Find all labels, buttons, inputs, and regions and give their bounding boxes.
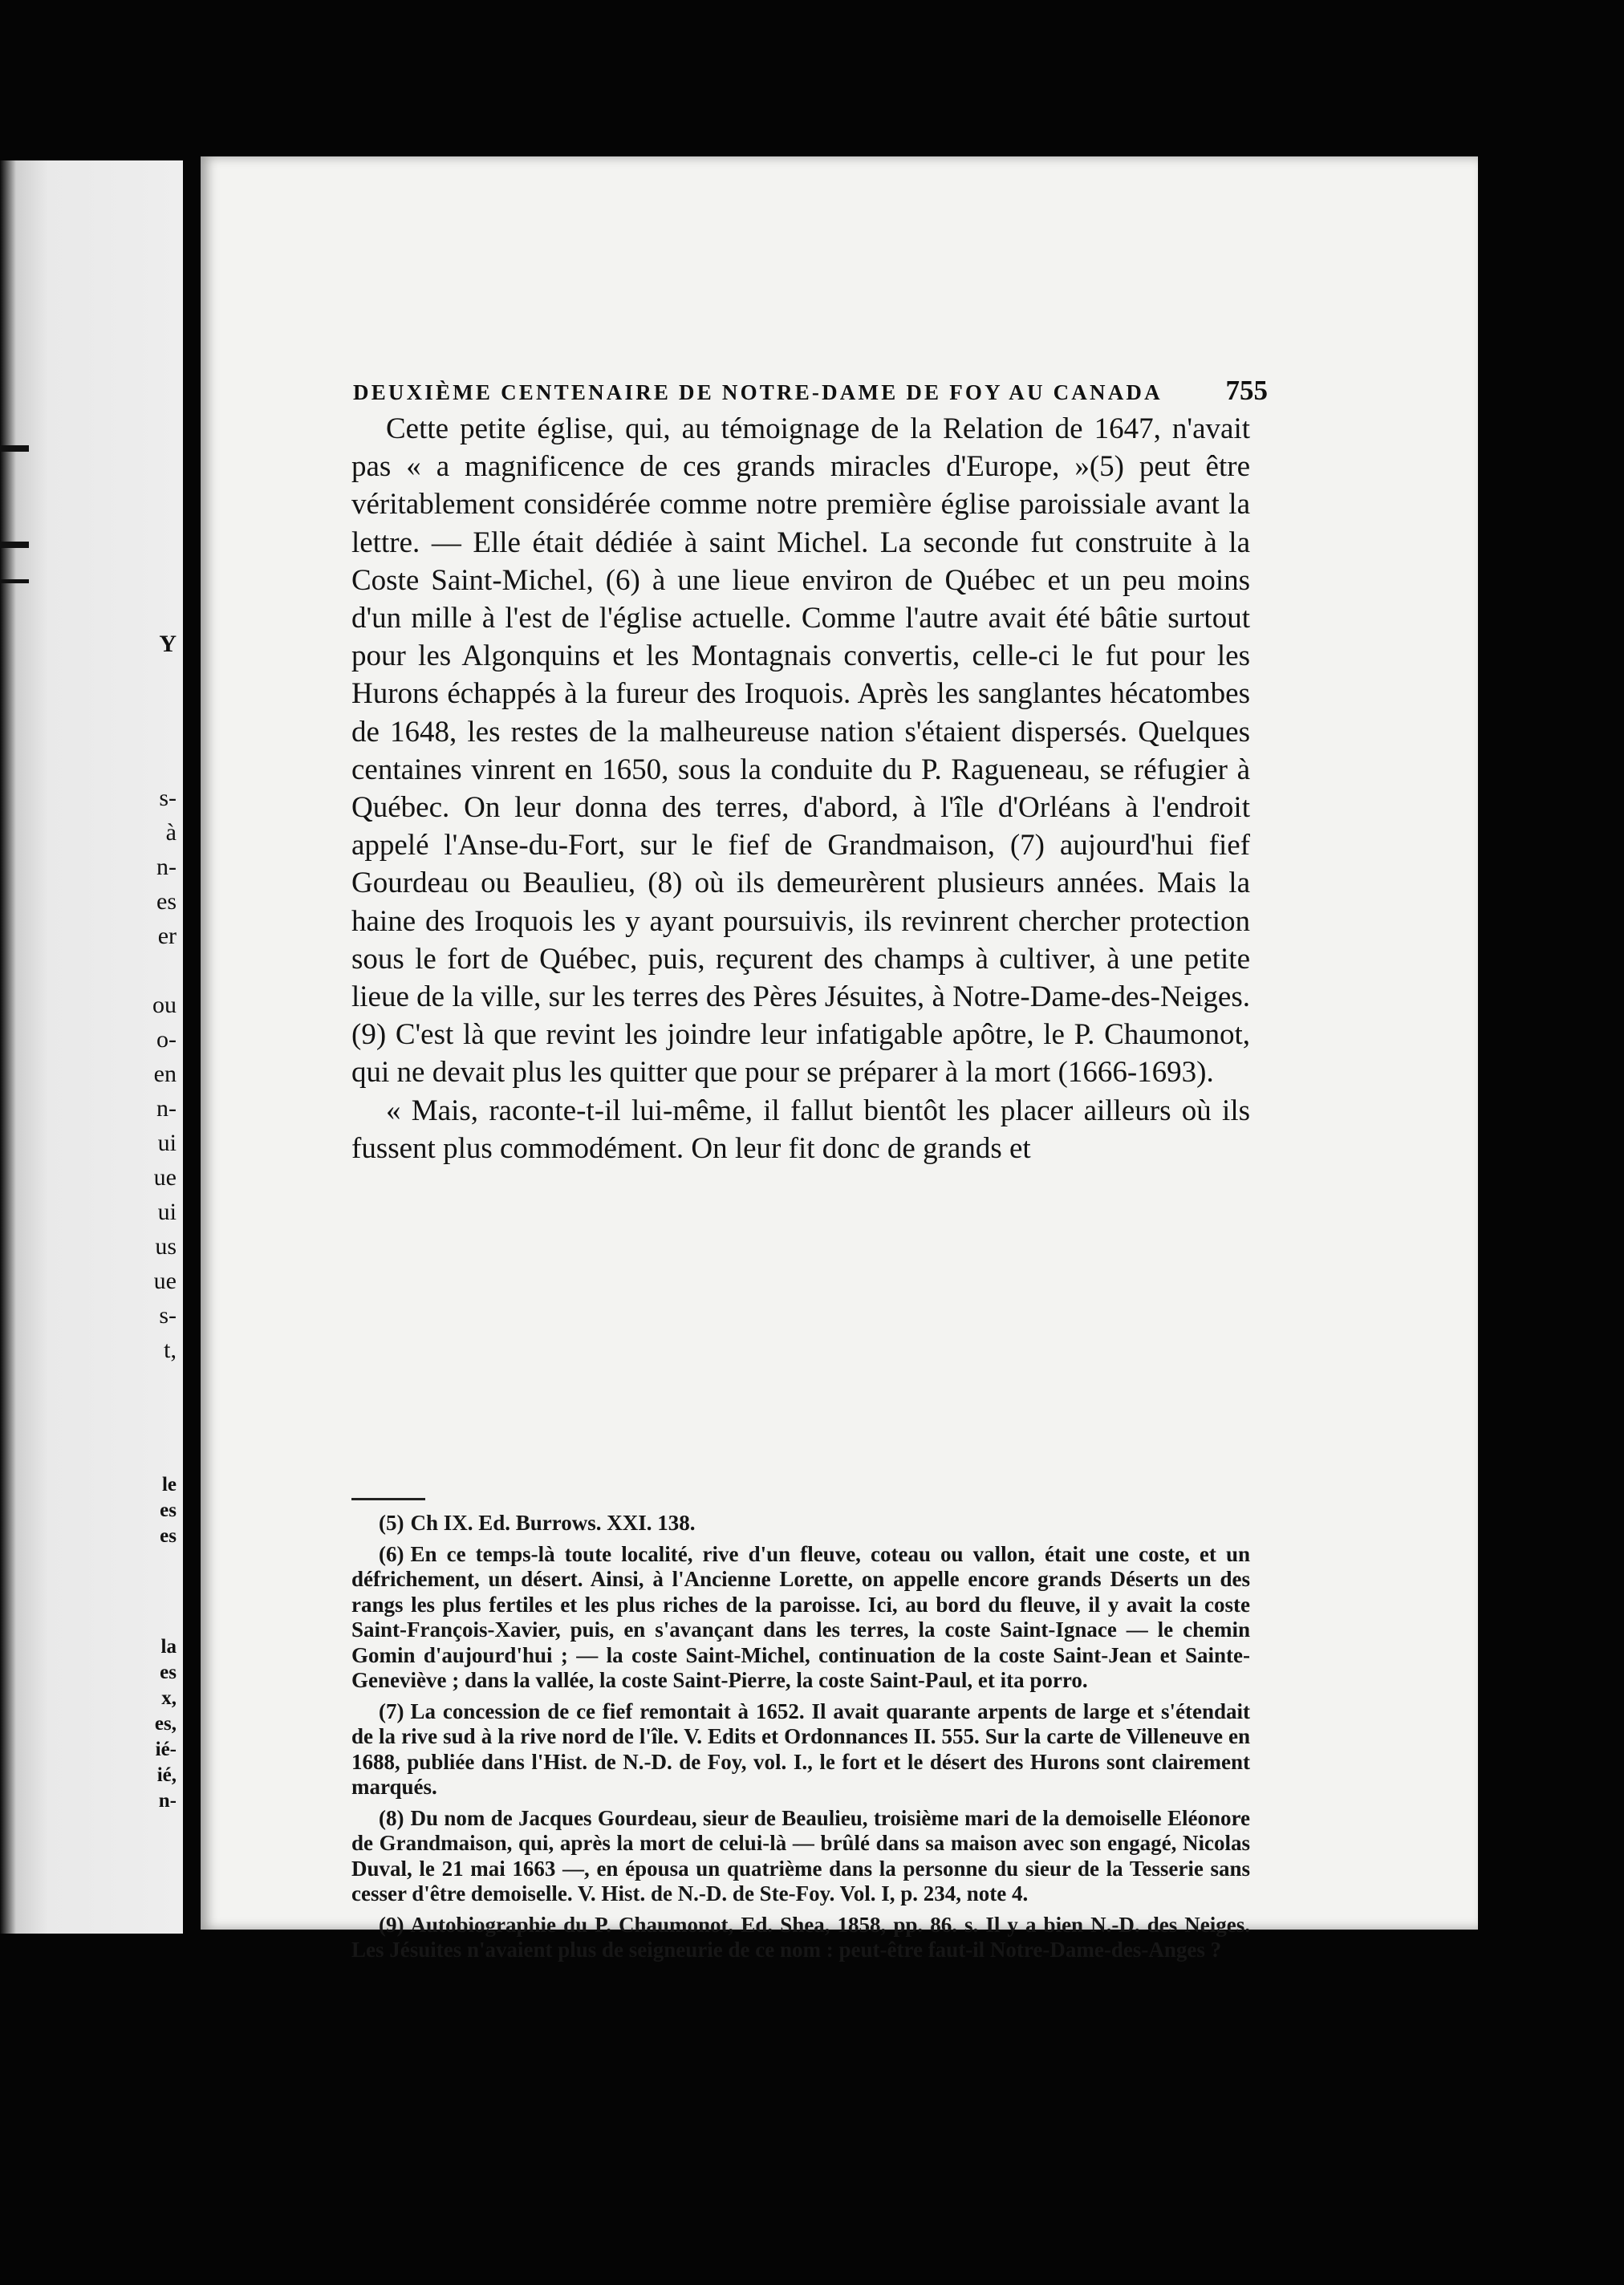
footnote-number: (5) — [379, 1511, 404, 1535]
adjacent-page-fragment: ue — [153, 1164, 177, 1191]
body-text — [351, 410, 1250, 1167]
adjacent-page-fragment: us — [155, 1233, 177, 1260]
adjacent-page-fragment: es — [160, 1525, 177, 1547]
footnote-text: La concession de ce fief remontait à 1652. Il avait quarante arpents de large et s'étendait de la rive sud à la rive nord de l'île. V. Edits et Ordonnances II. 555. Sur la carte de Villeneuve en 1688, publiée dans l'Hist. de N.-D. de Foy, vol. I., le fort et le désert des Hurons sont clairement marqués. — [351, 1699, 1250, 1799]
footnote-text: Du nom de Jacques Gourdeau, sieur de Beaulieu, troisième mari de la demoiselle Eléonore de Grandmaison, qui, après la mort de celui-là — brûlé dans sa maison avec son engagé, Nicolas Duval, le 21 mai 1663 —, en épousa un quatrième dans la personne du sieur de la Tesserie sans cesser d'être demoiselle. V. Hist. de N.-D. de Ste-Foy. Vol. I, p. 234, note 4. — [351, 1805, 1250, 1906]
footnote-text: Ch IX. Ed. Burrows. XXI. 138. — [410, 1511, 696, 1535]
adjacent-page-fragment: ié- — [155, 1739, 177, 1760]
adjacent-page-fragment: x, — [161, 1687, 177, 1709]
footnote-number: (6) — [379, 1541, 404, 1566]
body-paragraph: Cette petite église, qui, au témoignage de la Relation de 1647, n'avait pas « a magnificence de ces grands miracles d'Europe, »(5) peut être véritablement considérée comme notre première église paroissiale avant la lettre. — Elle était dédiée à saint Michel. La seconde fut construite à la Coste Saint-Michel, (6) à une lieue environ de Québec et un peu moins d'un mille à l'est de l'église actuelle. Comme l'autre avait été bâtie surtout pour les Algonquins et les Montagnais convertis, celle-ci le fut pour les Hurons échappés à la fureur des Iroquois. Après les sanglantes hécatombes de 1648, les restes de la malheureuse nation s'étaient dispersés. Quelques centaines vinrent en 1650, sous la conduite du P. Ragueneau, se réfugier à Québec. On leur donna des terres, d'abord, à l'île d'Orléans à l'endroit appelé l'Anse-du-Fort, sur le fief de Grandmaison, (7) aujourd'hui fief Gourdeau ou Beaulieu, (8) où ils demeurèrent plusieurs années. Mais la haine des Iroquois les y ayant poursuivis, ils revinrent chercher protection sous le fort de Québec, puis, reçurent des champs à cultiver, à une petite lieue de la ville, sur les terres des Pères Jésuites, à Notre-Dame-des-Neiges. (9) C'est là que revint les joindre leur infatigable apôtre, le P. Chaumonot, qui ne devait plus les quitter que pour se préparer à la mort (1666-1693). — [351, 412, 1250, 1090]
footnote — [351, 1699, 1250, 1800]
adjacent-page-fragment: ou — [152, 992, 177, 1018]
page-number: 755 — [1225, 375, 1268, 406]
adjacent-page-rule — [0, 445, 29, 452]
footnote — [351, 1542, 1250, 1694]
adjacent-page-fragment: ue — [153, 1268, 177, 1294]
footnote-separator — [351, 1498, 425, 1500]
adjacent-page-fragment: à — [165, 819, 177, 846]
adjacent-page-fragment: o- — [156, 1026, 177, 1053]
adjacent-page-fragment: es, — [154, 1713, 177, 1735]
adjacent-page-fragment: t, — [164, 1337, 177, 1363]
adjacent-page-fragment: s- — [159, 785, 177, 811]
adjacent-page-fragment: es — [160, 1500, 177, 1521]
adjacent-page-fragment: ui — [157, 1199, 177, 1225]
body-paragraph: « Mais, raconte-t-il lui-même, il fallut bientôt les placer ailleurs où ils fussent plus commodément. On leur fit donc de grands et — [351, 1094, 1250, 1165]
footnote-number: (7) — [379, 1699, 404, 1723]
footnote-text: Autobiographie du P. Chaumonot, Ed. Shea, 1858, pp. 86. s. Il y a bien N.-D. des Neiges. Les Jésuites n'avaient plus de seigneurie de ce nom : peut-être faut-il Notre-Dame-des-Anges ? — [351, 1912, 1250, 1962]
adjacent-page-fragment: ié, — [156, 1764, 177, 1786]
running-header-title: DEUXIÈME CENTENAIRE DE NOTRE-DAME DE FOY AU CANADA — [353, 380, 1163, 404]
footnote-number: (8) — [379, 1805, 404, 1830]
adjacent-page-fragment: es — [156, 888, 177, 915]
adjacent-page-fragment: er — [157, 923, 177, 949]
adjacent-page-fragment: la — [160, 1636, 177, 1658]
footnote — [351, 1806, 1250, 1907]
footnote — [351, 1913, 1250, 1963]
footnote-text: En ce temps-là toute localité, rive d'un fleuve, coteau ou vallon, était une coste, et un défrichement, un désert. Ainsi, à l'Ancienne Lorette, on appelle encore grands Déserts un des rangs les plus fertiles et les plus riches de la paroisse. Ici, au bord du fleuve, il y avait la coste Saint-François-Xavier, puis, en s'avançant dans les terres, la coste Saint-Ignace — le chemin Gomin d'aujourd'hui ; — la coste Saint-Michel, continuation de la coste Saint-Jean et Sainte-Geneviève ; dans la vallée, la coste Saint-Pierre, la coste Saint-Paul, et ita porro. — [351, 1541, 1250, 1692]
adjacent-page-rule — [0, 579, 29, 583]
adjacent-page-rule — [0, 542, 29, 548]
book-page — [201, 156, 1478, 1962]
adjacent-page-fragment: n- — [156, 1095, 177, 1122]
running-header — [353, 375, 1268, 407]
adjacent-page-fragment: Y — [159, 631, 177, 657]
adjacent-page-fragment: n- — [158, 1790, 177, 1812]
adjacent-page-fragment: le — [161, 1474, 177, 1496]
footnote — [351, 1511, 1250, 1536]
adjacent-page-fragment: n- — [156, 854, 177, 880]
footnotes — [351, 1511, 1250, 1969]
adjacent-page-fragment: s- — [159, 1302, 177, 1329]
adjacent-page-edge — [0, 160, 183, 1934]
footnote-number: (9) — [379, 1912, 404, 1937]
adjacent-page-fragment: ui — [157, 1130, 177, 1156]
book-gutter — [183, 160, 201, 1934]
adjacent-page-fragment: en — [153, 1061, 177, 1087]
adjacent-page-fragment: es — [160, 1662, 177, 1683]
